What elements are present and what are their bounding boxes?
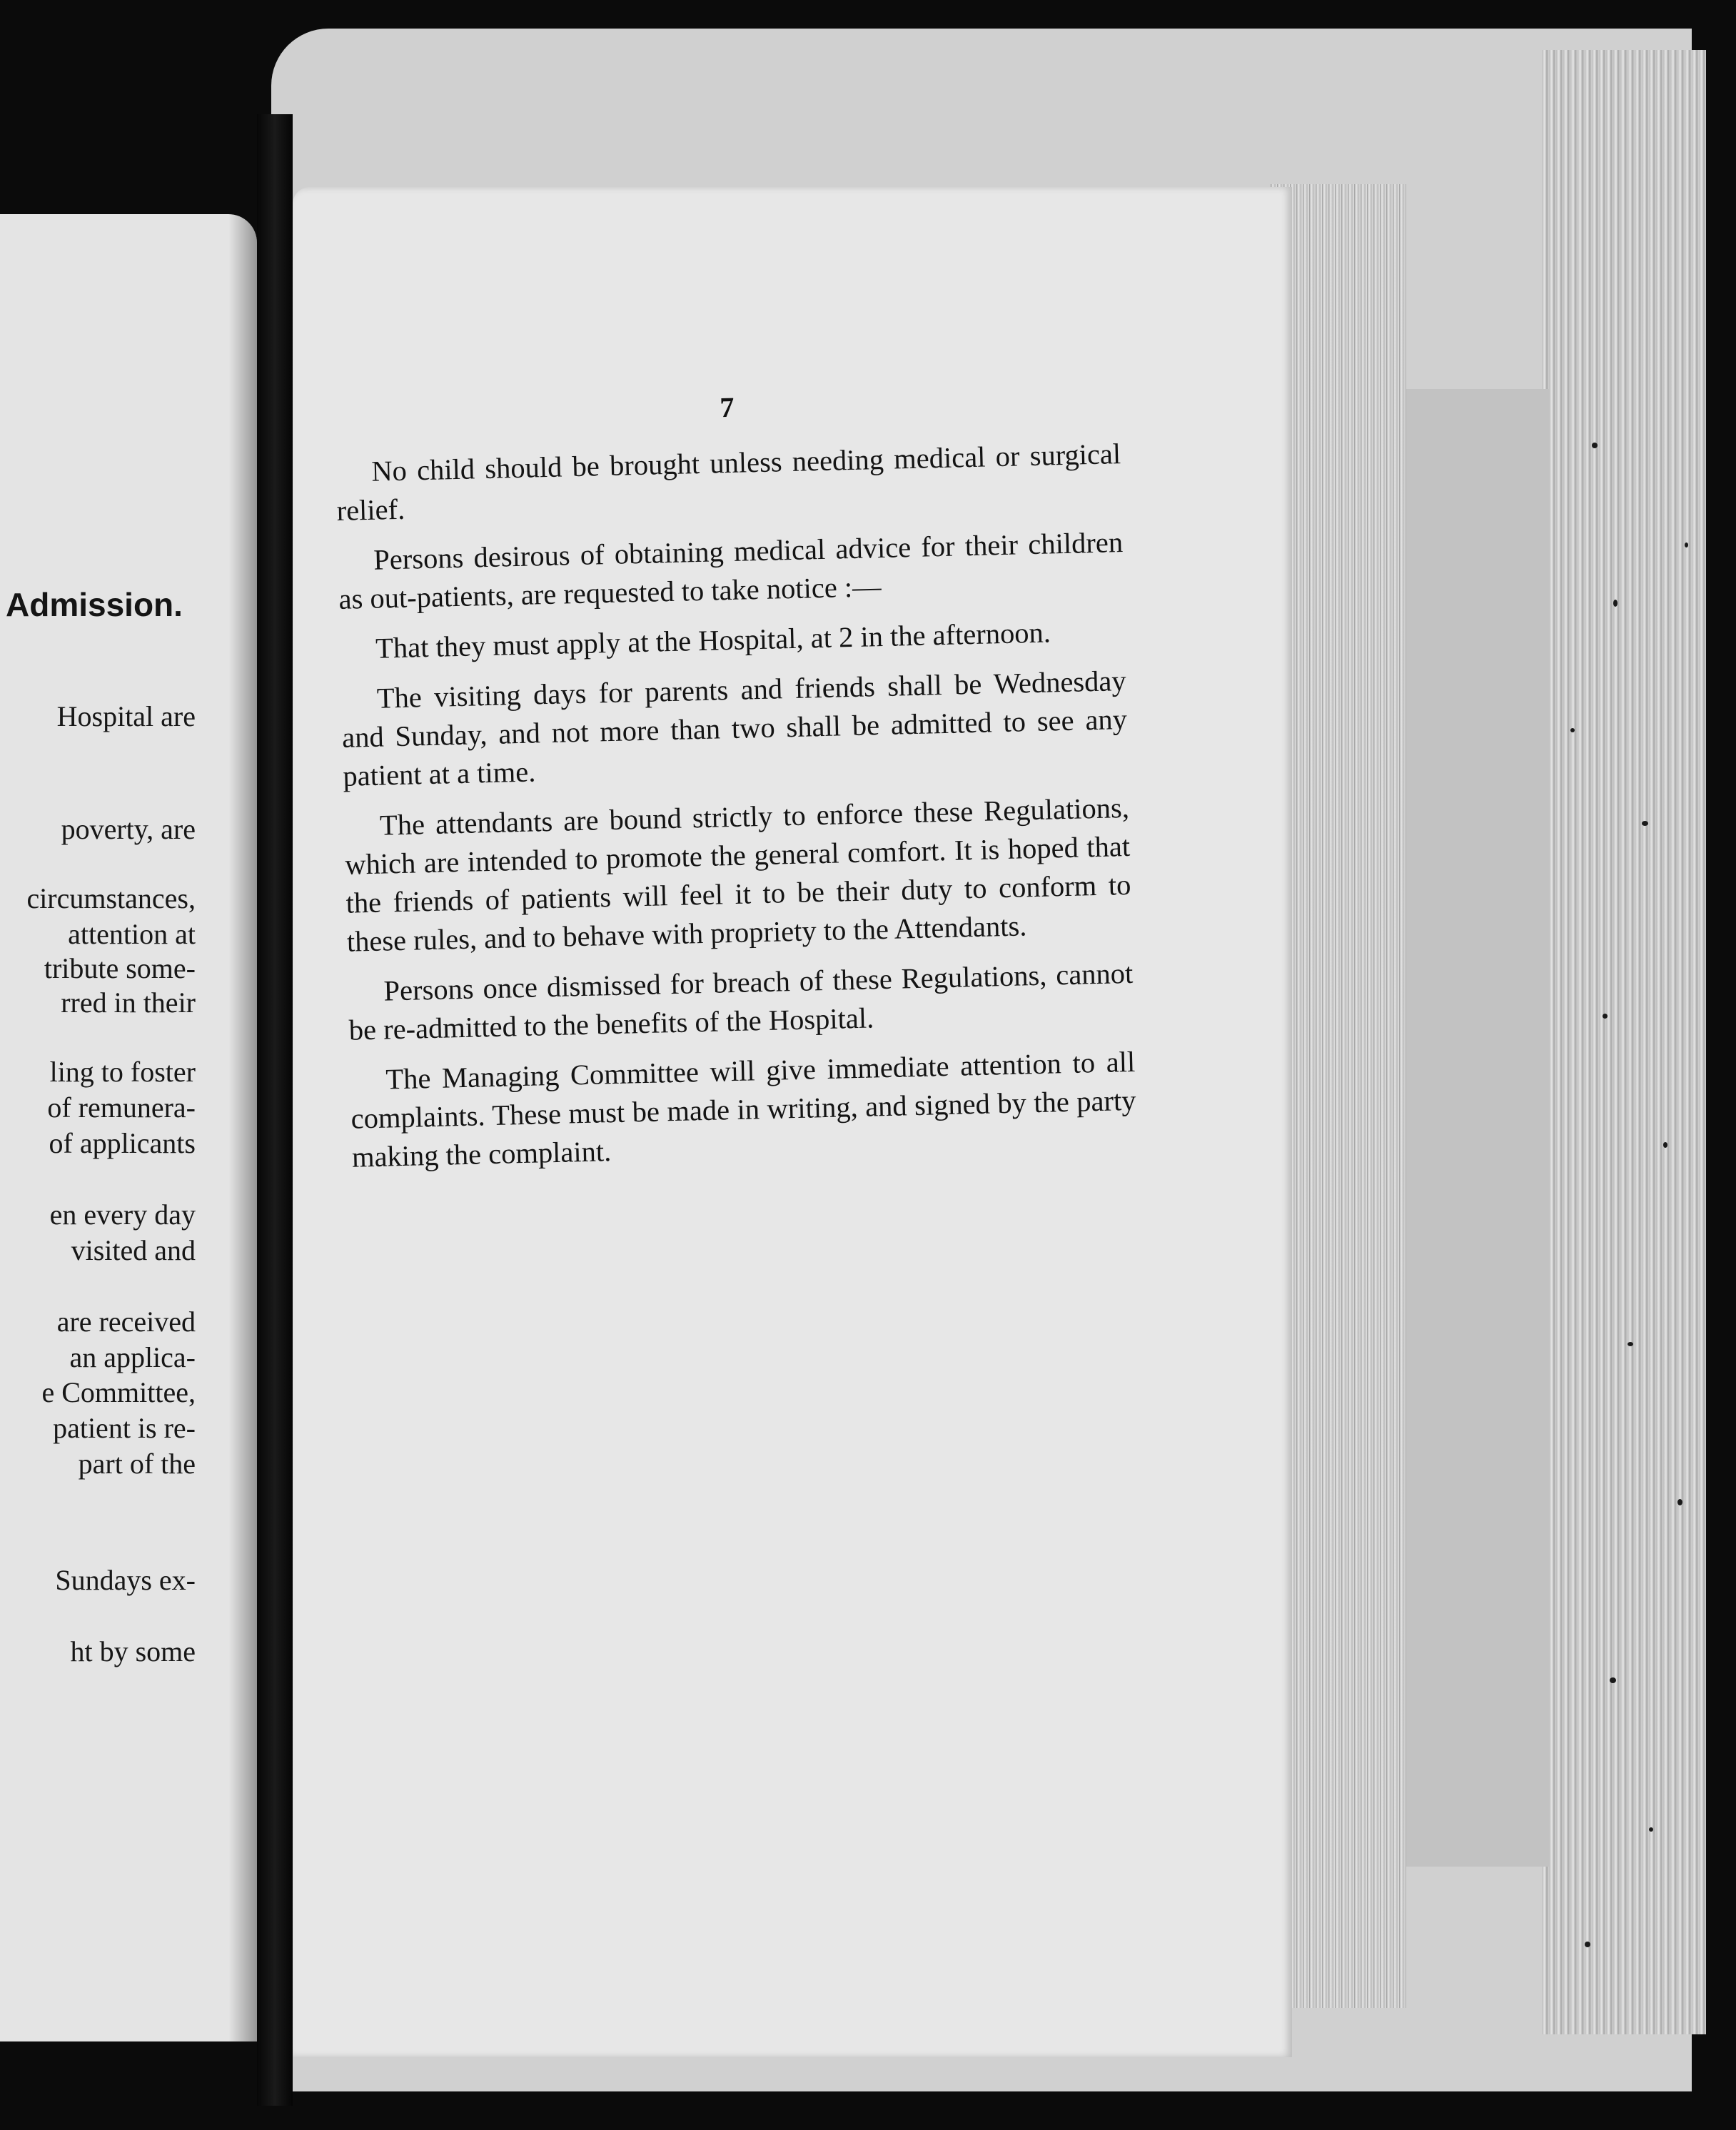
left-page-line: part of the xyxy=(78,1448,196,1480)
left-page-line: e Committee, xyxy=(41,1376,196,1408)
left-page-line: Hospital are xyxy=(56,700,196,732)
page-edges xyxy=(1542,50,1706,2034)
left-page-line: of applicants xyxy=(49,1127,196,1159)
left-page-line: circumstances, xyxy=(26,882,196,914)
paragraph: Persons desirous of obtaining medical advice for their children as out-patients, are requested to take notice :— xyxy=(338,526,1124,615)
paragraph: The attendants are bound strictly to enforce these Regulations, which are intended to promote the general comfort. It is hoped that the friends of patients will feel it to be their duty to conform to these rules, and to behave with propriety to the Attendants. xyxy=(344,791,1131,958)
left-page-line: Sundays ex- xyxy=(55,1564,196,1596)
right-page-text xyxy=(334,381,1138,1188)
paragraph: That they must apply at the Hospital, at 2 in the afternoon. xyxy=(375,616,1051,665)
paragraph: No child should be brought unless needing medical or surgical relief. xyxy=(336,438,1121,527)
left-page-line: rred in their xyxy=(61,986,196,1019)
left-page-line: of remunera- xyxy=(47,1091,196,1124)
left-page-line: en every day xyxy=(49,1198,196,1231)
left-page-line: an applica- xyxy=(69,1341,196,1373)
book-gutter xyxy=(257,114,293,2106)
paragraph: Persons once dismissed for breach of these Regulations, cannot be re-admitted to the benefits of the Hospital. xyxy=(348,957,1134,1046)
left-page-line: ht by some xyxy=(70,1635,196,1667)
paragraph: The visiting days for parents and friends shall be Wednesday and Sunday, and not more than two shall be admitted to see any patient at a time. xyxy=(341,664,1128,792)
left-page-line: visited and xyxy=(71,1234,196,1266)
left-page-shadow xyxy=(228,214,257,2041)
left-page-line: tribute some- xyxy=(44,952,196,984)
left-page-heading: Admission. xyxy=(6,586,183,623)
left-page-line: poverty, are xyxy=(61,813,196,845)
page-number: 7 xyxy=(719,390,735,424)
paragraph: The Managing Committee will give immediate attention to all complaints. These must be made in writing, and signed by the party making the complaint. xyxy=(350,1045,1136,1173)
left-page-line: are received xyxy=(56,1306,196,1338)
left-page-line: patient is re- xyxy=(53,1412,196,1444)
left-page-line: ling to foster xyxy=(49,1056,196,1088)
left-page xyxy=(0,214,257,2041)
left-page-line: attention at xyxy=(68,918,196,950)
